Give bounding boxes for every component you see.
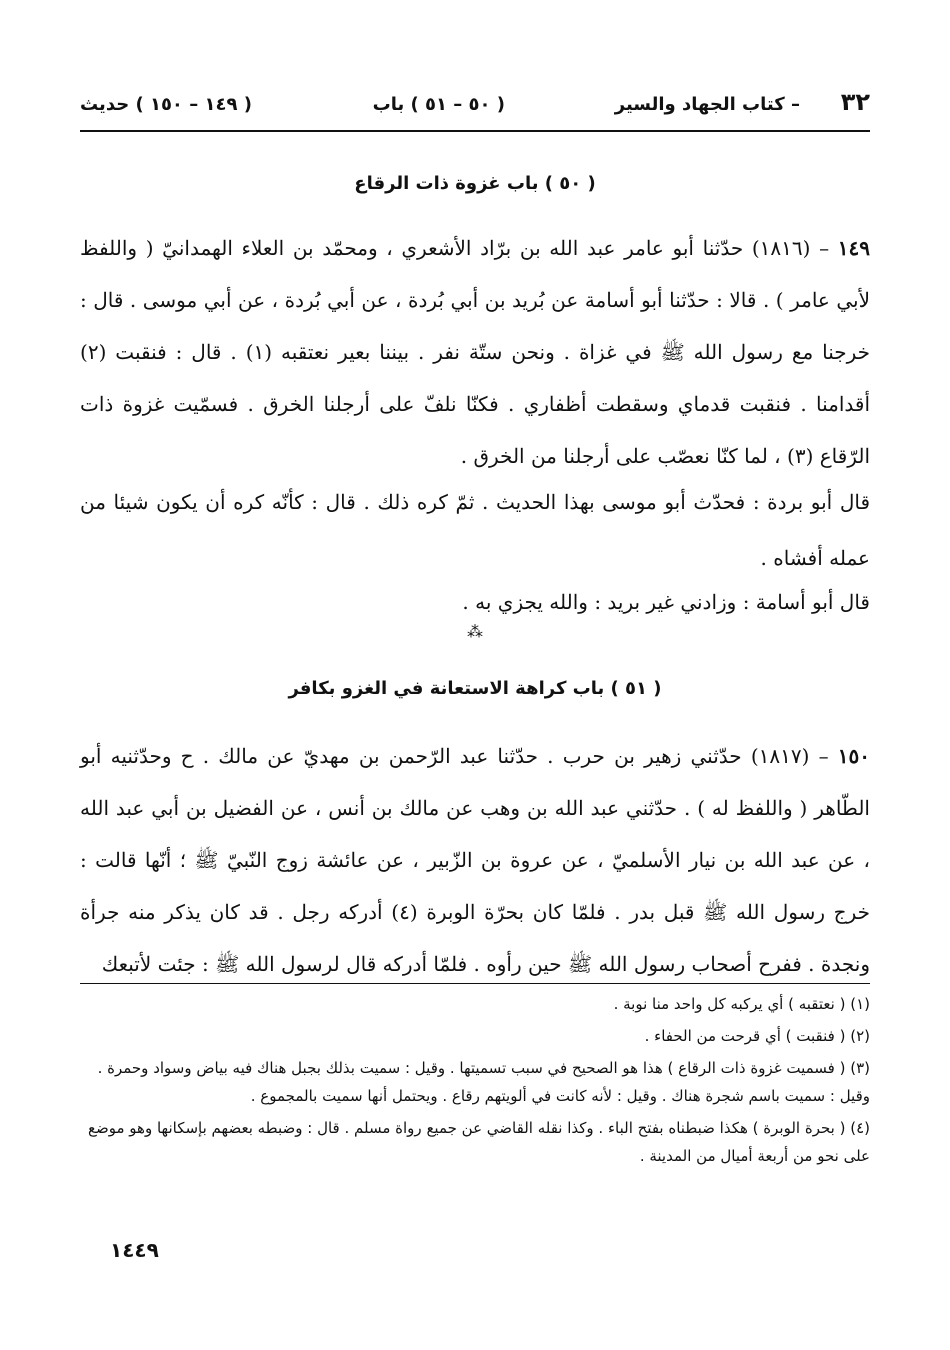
running-header xyxy=(80,88,870,128)
abu-burda-paragraph: قال أبو بردة : فحدّث أبو موسى بهذا الحديث . ثمّ كره ذلك . قال : كأنّه كره أن يكون شيئا من عمله أفشاه . xyxy=(80,490,870,570)
header-chapter-range: ( ٥٠ – ٥١ ) باب xyxy=(372,94,505,115)
hadith-149-comment-2 xyxy=(80,576,870,628)
footnotes xyxy=(80,990,870,1174)
footnote-3: (٣) ( فسميت غزوة ذات الرقاع ) هذا هو الصحيح في سبب تسميتها . وقيل : سميت بذلك بجبل هناك فيه بياض وسواد وحمرة . وقيل : سميت باسم شجرة هناك . وقيل : لأنه كانت في ألويتهم رقاع . ويحتمل أنها سميت بالمجموع . xyxy=(97,1059,870,1105)
footnote-1: (١) ( نعتقبه ) أي يركبه كل واحد منا نوبة . xyxy=(613,995,870,1013)
header-book-title: – كتاب الجهاد والسير xyxy=(614,94,800,115)
hadith-149-body: – (١٨١٦) حدّثنا أبو عامر عبد الله بن برّاد الأشعري ، ومحمّد بن العلاء الهمدانيّ ( واللفظ لأبي عامر ) . قالا : حدّثنا أبو أسامة عن بُريد بن أبي بُردة ، عن أبي بُردة ، عن أبي موسى . قال : خرجنا مع رسول الله ﷺ في غزاة . ونحن ستّة نفر . بيننا بعير نعتقبه (١) . قال : فنقبت (٢) أقدامنا . فنقبت قدماي وسقطت أظفاري . فكنّا نلفّ على أرجلنا الخرق . فسمّيت غزوة ذات الرّقاع (٣) ، لما كنّا نعصّب على أرجلنا من الخرق . xyxy=(80,236,871,468)
chapter-50-title: ( ٥٠ ) باب غزوة ذات الرقاع xyxy=(354,173,596,194)
section-separator: ⁂ xyxy=(467,622,483,641)
header-divider xyxy=(80,130,870,132)
page-footer-number: ١٤٤٩ xyxy=(110,1238,159,1262)
footnote-2: (٢) ( فنقبت ) أي قرحت من الحفاء . xyxy=(644,1027,870,1045)
hadith-149-number: ١٤٩ xyxy=(837,236,871,260)
chapter-51-title: ( ٥١ ) باب كراهة الاستعانة في الغزو بكافر xyxy=(288,678,662,699)
hadith-150-text xyxy=(80,730,870,990)
hadith-150-number: ١٥٠ xyxy=(837,744,870,768)
header-hadith-range: ( ١٤٩ – ١٥٠ ) حديث xyxy=(80,94,252,115)
footnote-4: (٤) ( بحرة الوبرة ) هكذا ضبطناه بفتح الباء . وكذا نقله القاضي عن جميع رواة مسلم . قال : وضبطه بعضهم بإسكانها وهو موضع على نحو من أربعة أميال من المدينة . xyxy=(88,1119,870,1165)
header-page-number: ٣٢ xyxy=(840,88,870,116)
hadith-149-text xyxy=(80,222,870,482)
footnote-divider xyxy=(80,983,870,984)
hadith-149-comment-1 xyxy=(80,474,870,586)
abu-usama-paragraph: قال أبو أسامة : وزادني غير بريد : والله يجزي به . xyxy=(462,590,870,614)
hadith-150-body: – (١٨١٧) حدّثني زهير بن حرب . حدّثنا عبد الرّحمن بن مهديّ عن مالك . ح وحدّثنيه أبو الطّاهر ( واللفظ له ) . حدّثني عبد الله بن وهب عن مالك بن أنس ، عن الفضيل بن أبي عبد الله ، عن عبد الله بن نيار الأسلميّ ، عن عروة بن الزّبير ، عن عائشة زوج النّبيّ ﷺ ؛ أنّها قالت : خرج رسول الله ﷺ قبل بدر . فلمّا كان بحرّة الوبرة (٤) أدركه رجل . قد كان يذكر منه جرأة ونجدة . ففرح أصحاب رسول الله ﷺ حين رأوه . فلمّا أدركه قال لرسول الله ﷺ : جئت لأتبعك xyxy=(80,744,870,976)
